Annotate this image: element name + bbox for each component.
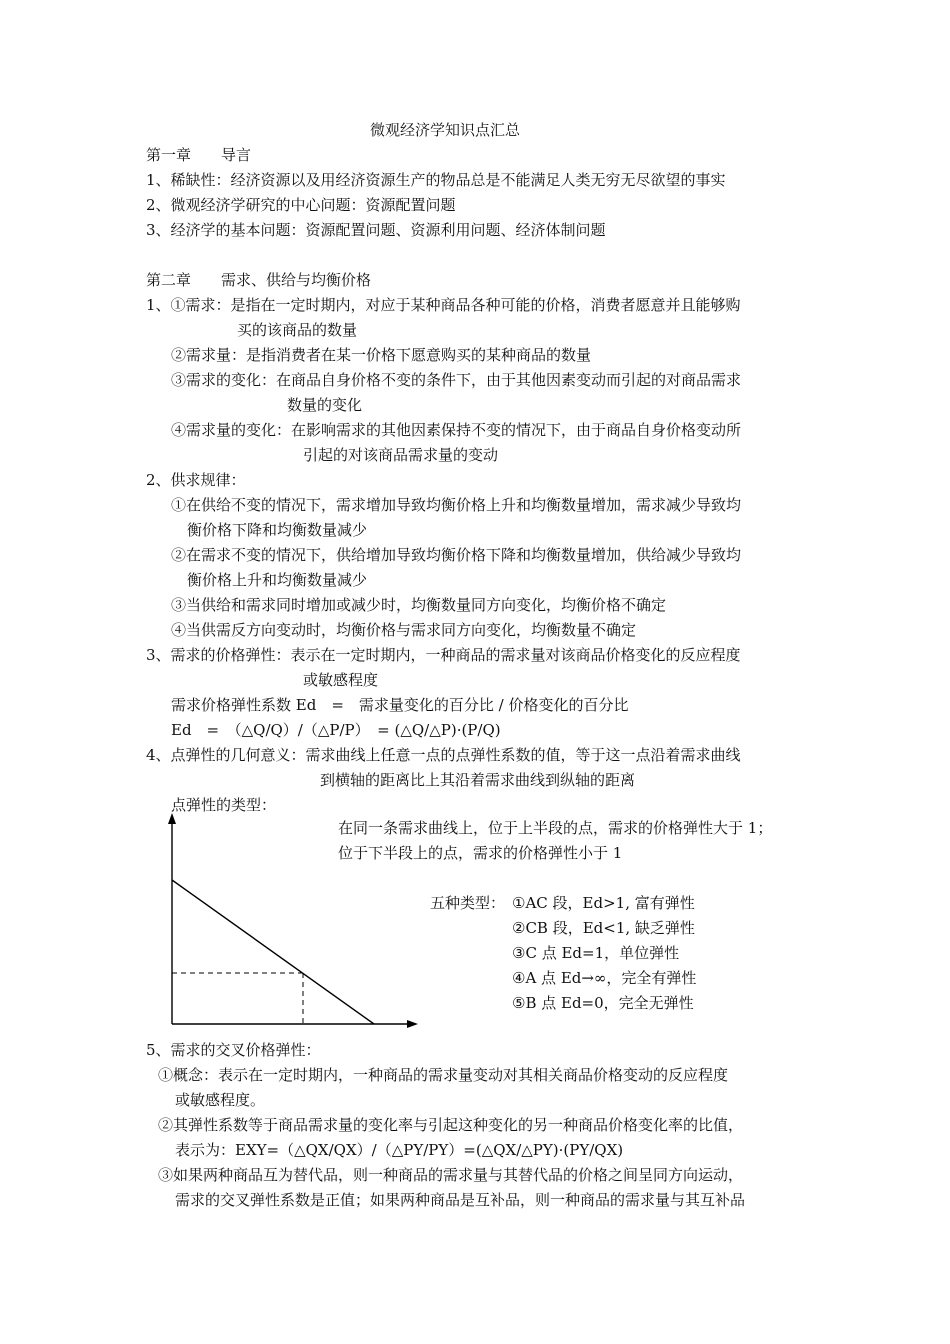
- demand-curve: [172, 880, 374, 1024]
- s5-item-1-line-1: ①概念：表示在一定时期内，一种商品的需求量变动对其相关商品价格变动的反应程度: [158, 1066, 729, 1084]
- ch1-item-2: 2、微观经济学研究的中心问题：资源配置问题: [146, 196, 456, 214]
- s3-line-1: 3、需求的价格弹性：表示在一定时期内，一种商品的需求量对该商品价格变化的反应程度: [146, 646, 741, 664]
- chapter-1-heading: 第一章 导言: [146, 146, 252, 164]
- s5-item-2-line-1: ②其弹性系数等于商品需求量的变化率与引起这种变化的另一种商品价格变化率的比值，: [158, 1116, 744, 1134]
- s1-change-in-quantity-line-1: ④需求量的变化：在影响需求的其他因素保持不变的情况下，由于商品自身价格变动所: [171, 421, 742, 439]
- s2-heading: 2、供求规律：: [146, 471, 246, 489]
- s1-change-in-demand-line-2: 数量的变化: [287, 396, 363, 414]
- ch1-item-1: 1、稀缺性：经济资源以及用经济资源生产的物品总是不能满足人类无穷无尽欲望的事实: [146, 171, 726, 189]
- s2-item-1-line-1: ①在供给不变的情况下，需求增加导致均衡价格上升和均衡数量增加，需求减少导致均: [171, 496, 742, 514]
- s4-line-2: 到横轴的距离比上其沿着需求曲线到纵轴的距离: [320, 771, 636, 789]
- s4-type-1: ①AC 段，Ed>1, 富有弹性: [512, 894, 695, 912]
- s3-line-2: 或敏感程度: [303, 671, 379, 689]
- y-axis-arrow: [168, 813, 176, 824]
- s4-type-5: ⑤B 点 Ed=0，完全无弹性: [512, 994, 694, 1012]
- x-axis-arrow: [407, 1020, 418, 1028]
- s3-formula-2: Ed = （△Q/Q）/（△P/P） = (△Q/△P)·(P/Q): [171, 721, 501, 739]
- s4-type-2: ②CB 段，Ed<1, 缺乏弹性: [512, 919, 695, 937]
- s4-line-1: 4、点弹性的几何意义：需求曲线上任意一点的点弹性系数的值，等于这一点沿着需求曲线: [146, 746, 741, 764]
- s5-item-3-line-1: ③如果两种商品互为替代品，则一种商品的需求量与其替代品的价格之间呈同方向运动，: [158, 1166, 744, 1184]
- ch1-item-3: 3、经济学的基本问题：资源配置问题、资源利用问题、经济体制问题: [146, 221, 606, 239]
- s2-item-2-line-2: 衡价格上升和均衡数量减少: [187, 571, 368, 589]
- s1-quantity-demanded: ②需求量：是指消费者在某一价格下愿意购买的某种商品的数量: [171, 346, 592, 364]
- s2-item-1-line-2: 衡价格下降和均衡数量减少: [187, 521, 368, 539]
- s4-note-2: 位于下半段上的点，需求的价格弹性小于 1: [338, 844, 623, 862]
- s4-type-3: ③C 点 Ed=1，单位弹性: [512, 944, 680, 962]
- s2-item-2-line-1: ②在需求不变的情况下，供给增加导致均衡价格下降和均衡数量增加，供给减少导致均: [171, 546, 742, 564]
- s5-item-3-line-2: 需求的交叉弹性系数是正值；如果两种商品是互补品，则一种商品的需求量与其互补品: [175, 1191, 746, 1209]
- s5-item-2-line-2: 表示为：EXY=（△QX/QX）/（△PY/PY）=(△QX/△PY)·(PY/QX): [175, 1141, 624, 1159]
- s5-heading: 5、需求的交叉价格弹性：: [146, 1041, 321, 1059]
- document-title: 微观经济学知识点汇总: [369, 121, 520, 139]
- s5-item-1-line-2: 或敏感程度。: [175, 1091, 266, 1109]
- s1-demand-line-1: 1、①需求：是指在一定时期内，对应于某种商品各种可能的价格，消费者愿意并且能够购: [146, 296, 741, 314]
- s2-item-3: ③当供给和需求同时增加或减少时，均衡数量同方向变化，均衡价格不确定: [171, 596, 667, 614]
- s3-formula-1: 需求价格弹性系数 Ed = 需求量变化的百分比 / 价格变化的百分比: [171, 696, 629, 714]
- s4-five-types-label: 五种类型：: [430, 894, 506, 912]
- chapter-2-heading: 第二章 需求、供给与均衡价格: [146, 271, 372, 289]
- s1-change-in-demand-line-1: ③需求的变化：在商品自身价格不变的条件下，由于其他因素变动而引起的对商品需求: [171, 371, 742, 389]
- s2-item-4: ④当供需反方向变动时，均衡价格与需求同方向变化，均衡数量不确定: [171, 621, 637, 639]
- s1-demand-line-2: 买的该商品的数量: [237, 321, 358, 339]
- s4-note-1: 在同一条需求曲线上，位于上半段的点，需求的价格弹性大于 1；: [338, 819, 773, 837]
- s4-type-4: ④A 点 Ed→∞，完全有弹性: [512, 969, 697, 987]
- s1-change-in-quantity-line-2: 引起的对该商品需求量的变动: [303, 446, 499, 464]
- s4-types-label: 点弹性的类型：: [171, 796, 277, 814]
